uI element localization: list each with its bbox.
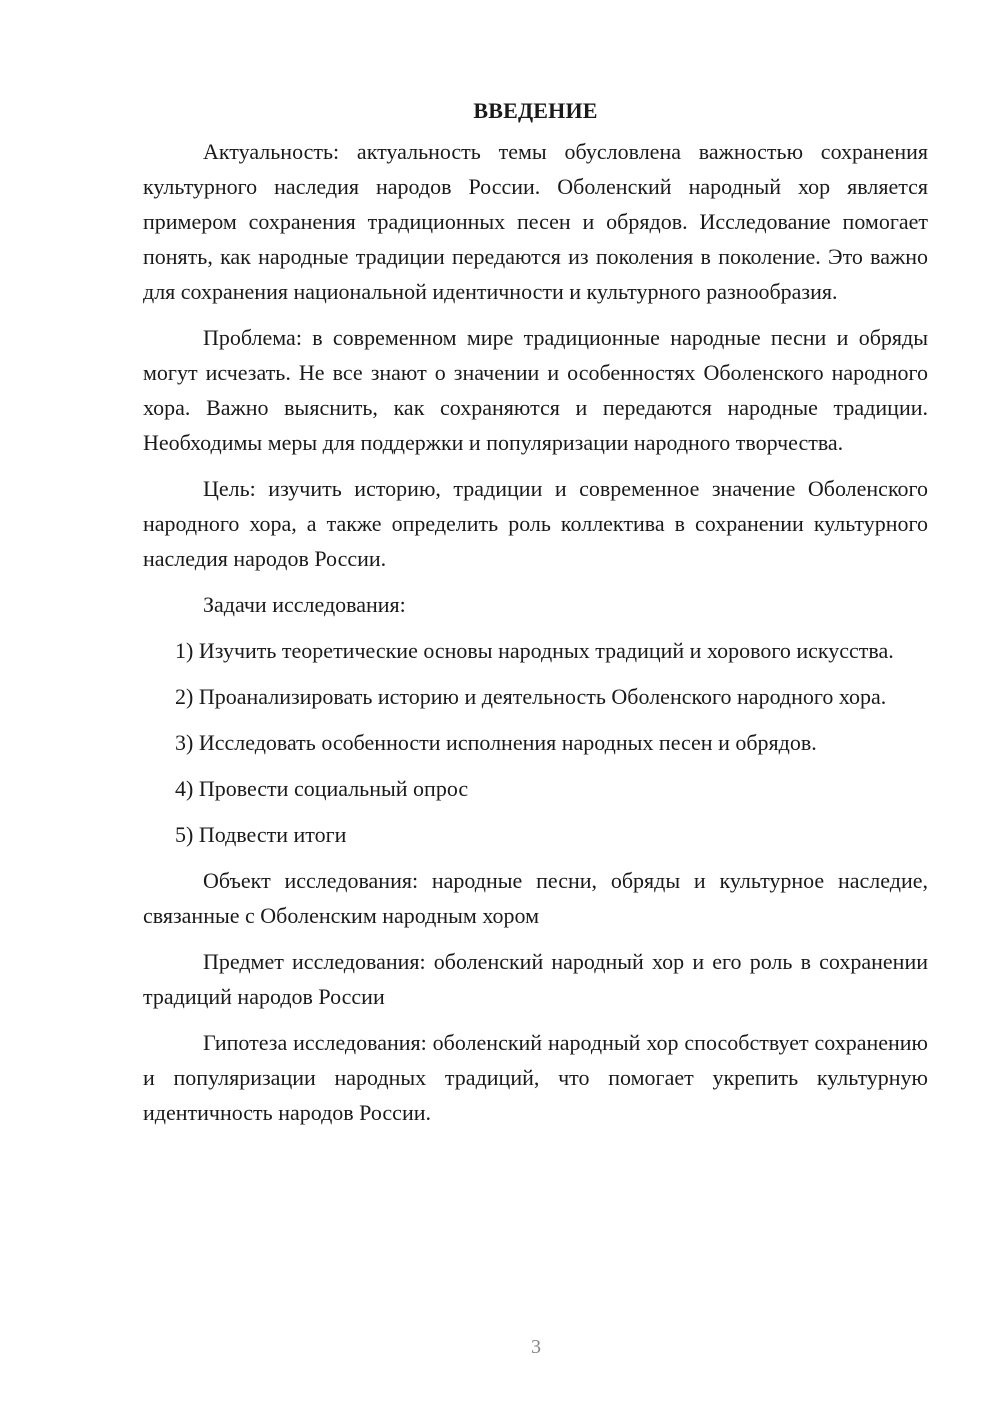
paragraph-relevance: Актуальность: актуальность темы обусловлена важностью сохранения культурного наследия народов России. Оболенский народный хор является примером сохранения традиционных песен и обрядов. Исследование помогает понять, как народные традиции передаются из поколения в поколение. Это важно для сохранения национальной идентичности и культурного разнообразия. (143, 139, 928, 304)
paragraph-goal: Цель: изучить историю, традиции и современное значение Оболенского народного хора, а также определить роль коллектива в сохранении культурного наследия народов России. (143, 476, 928, 571)
paragraph-object: Объект исследования: народные песни, обряды и культурное наследие, связанные с Оболенским народным хором (143, 868, 928, 928)
task-item-3: 3) Исследовать особенности исполнения народных песен и обрядов. (175, 730, 817, 755)
page-title: ВВЕДЕНИЕ (473, 98, 598, 123)
page-content (143, 96, 928, 1141)
task-item-5: 5) Подвести итоги (175, 822, 347, 847)
paragraph-problem: Проблема: в современном мире традиционные народные песни и обряды могут исчезать. Не все знают о значении и особенностях Оболенского народного хора. Важно выяснить, как сохраняются и передаются народные традиции. Необходимы меры для поддержки и популяризации народного творчества. (143, 325, 928, 455)
paragraph-hypothesis: Гипотеза исследования: оболенский народный хор способствует сохранению и популяризации народных традиций, что помогает укрепить культурную идентичность народов России. (143, 1030, 928, 1125)
task-item-1: 1) Изучить теоретические основы народных традиций и хорового искусства. (175, 638, 894, 663)
page-number: 3 (531, 1336, 541, 1358)
paragraph-subject: Предмет исследования: оболенский народный хор и его роль в сохранении традиций народов России (143, 949, 928, 1009)
task-item-4: 4) Провести социальный опрос (175, 776, 469, 801)
paragraph-tasks-heading: Задачи исследования: (203, 592, 406, 617)
task-item-2: 2) Проанализировать историю и деятельность Оболенского народного хора. (175, 684, 887, 709)
